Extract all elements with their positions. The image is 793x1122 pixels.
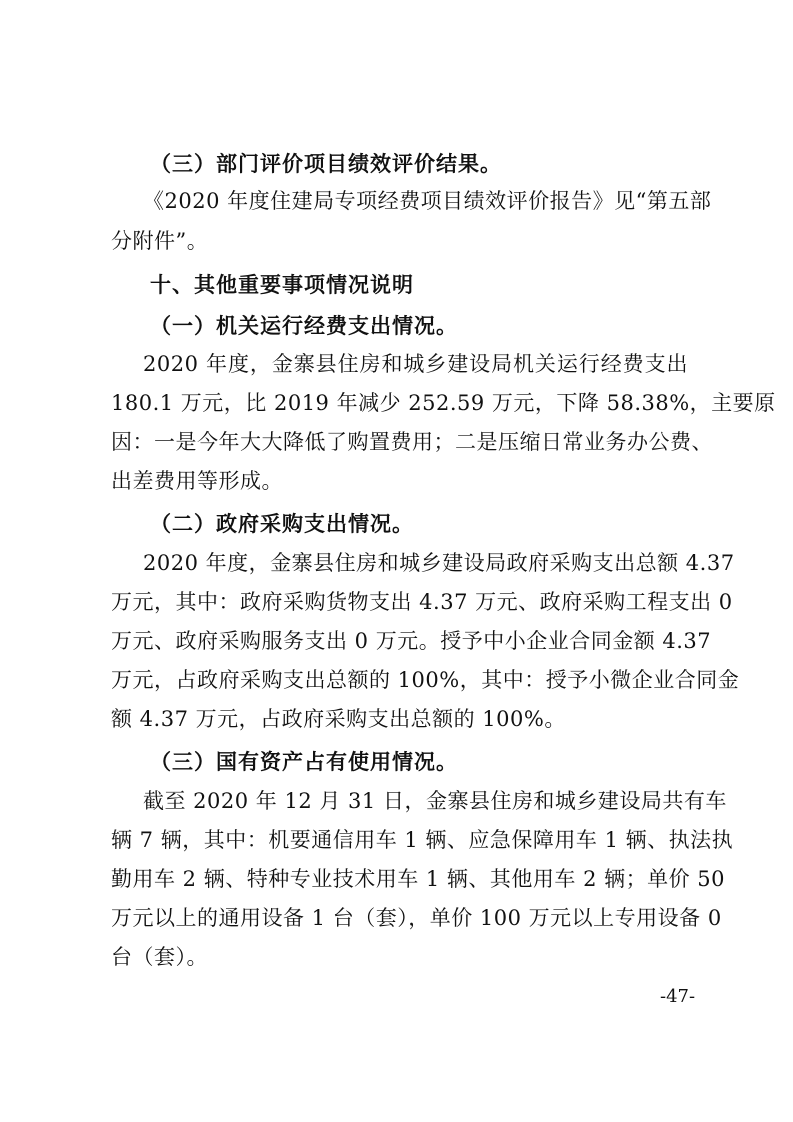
- section-heading-procurement: （二）政府采购支出情况。: [150, 512, 414, 536]
- paragraph-line: 截至 2020 年 12 月 31 日，金寨县住房和城乡建设局共有车: [143, 789, 727, 813]
- paragraph-line: 2020 年度，金寨县住房和城乡建设局机关运行经费支出: [143, 352, 688, 376]
- paragraph-line: 万元、政府采购服务支出 0 万元。授予中小企业合同金额 4.37: [111, 629, 712, 653]
- section-heading-operating-expenses: （一）机关运行经费支出情况。: [150, 314, 458, 338]
- paragraph-line: 《2020 年度住建局专项经费项目绩效评价报告》见“第五部: [143, 189, 712, 213]
- paragraph-line: 额 4.37 万元，占政府采购支出总额的 100%。: [111, 707, 566, 731]
- paragraph-line: 出差费用等形成。: [111, 469, 283, 493]
- paragraph-line: 台（套）。: [111, 945, 208, 969]
- page-number: -47-: [660, 986, 696, 1007]
- section-heading-dept-evaluation: （三）部门评价项目绩效评价结果。: [150, 152, 502, 176]
- paragraph-line: 因：一是今年大大降低了购置费用；二是压缩日常业务办公费、: [111, 430, 713, 454]
- section-heading-state-assets: （三）国有资产占有使用情况。: [150, 750, 458, 774]
- section-heading-ten: 十、其他重要事项情况说明: [150, 273, 414, 297]
- paragraph-line: 万元，占政府采购支出总额的 100%，其中：授予小微企业合同金: [111, 668, 740, 692]
- paragraph-line: 分附件”。: [111, 229, 209, 253]
- paragraph-line: 万元以上的通用设备 1 台（套），单价 100 万元以上专用设备 0: [111, 906, 722, 930]
- paragraph-line: 2020 年度，金寨县住房和城乡建设局政府采购支出总额 4.37: [143, 551, 735, 575]
- paragraph-line: 180.1 万元，比 2019 年减少 252.59 万元，下降 58.38%，主要原: [111, 391, 776, 415]
- paragraph-line: 勤用车 2 辆、特种专业技术用车 1 辆、其他用车 2 辆；单价 50: [111, 867, 726, 891]
- paragraph-line: 辆 7 辆，其中：机要通信用车 1 辆、应急保障用车 1 辆、执法执: [111, 828, 734, 852]
- paragraph-line: 万元，其中：政府采购货物支出 4.37 万元、政府采购工程支出 0: [111, 590, 733, 614]
